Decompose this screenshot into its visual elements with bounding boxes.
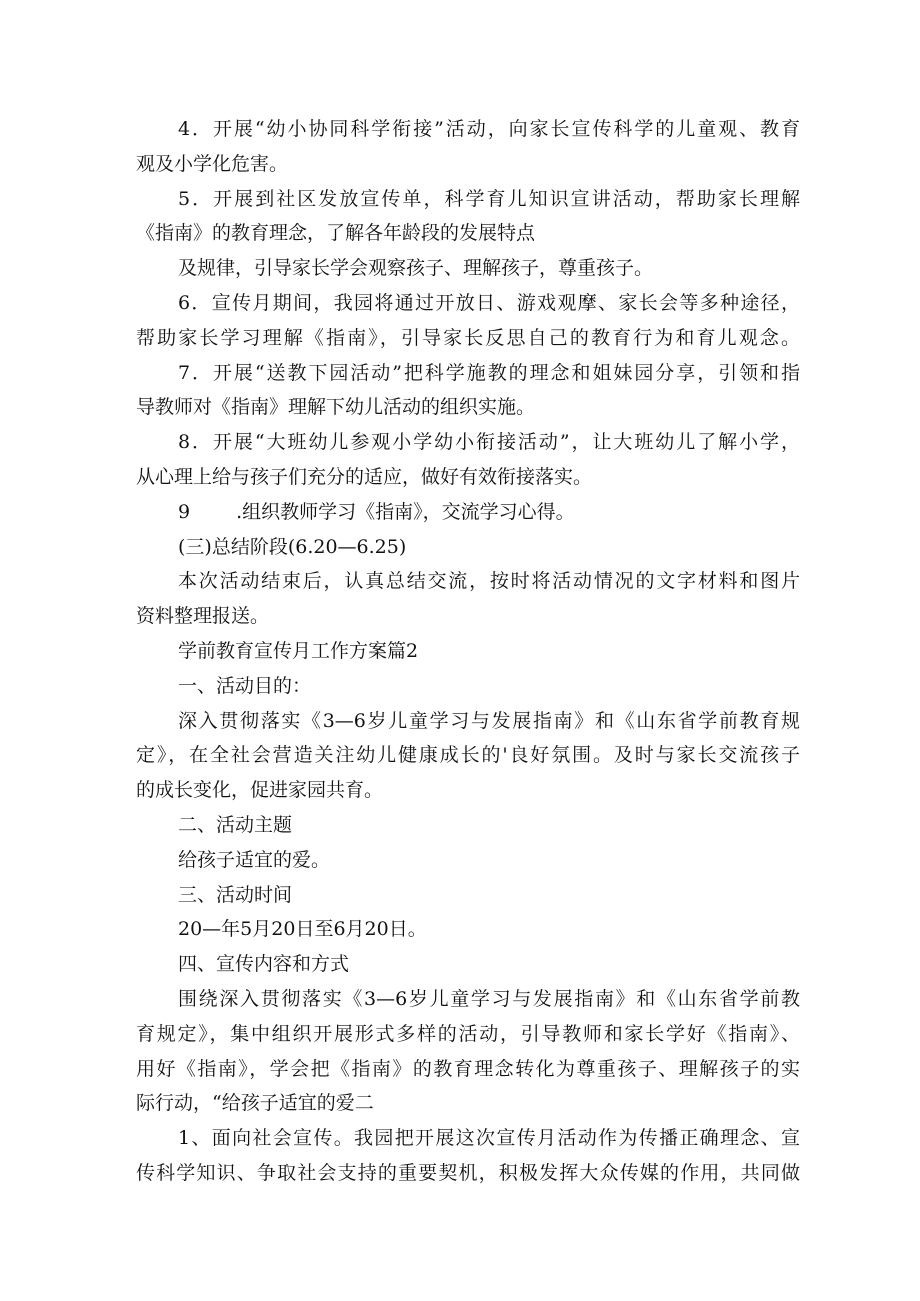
paragraph-line: 5．开展到社区发放宣传单，科学育儿知识宣讲活动，帮助家长理解: [178, 187, 800, 210]
paragraph-line: 本次活动结束后，认真总结交流，按时将活动情况的文字材料和图片: [178, 570, 800, 593]
paragraph-line: 定》，在全社会营造关注幼儿健康成长的'良好氛围。及时与家长交流孩子: [136, 744, 800, 767]
article-title: 学前教育宣传月工作方案篇2: [178, 639, 419, 662]
paragraph-line: 围绕深入贯彻落实《3—6岁儿童学习与发展指南》和《山东省学前教: [178, 987, 800, 1010]
section-heading: (三)总结阶段(6.20—6.25): [178, 535, 407, 558]
paragraph-line: 帮助家长学习理解《指南》，引导家长反思自己的教育行为和育儿观念。: [136, 326, 800, 349]
section-heading: 三、活动时间: [178, 883, 293, 906]
paragraph-line: 用好《指南》，学会把《指南》的教育理念转化为尊重孩子、理解孩子的实: [136, 1057, 800, 1080]
paragraph-line: 育规定》，集中组织开展形式多样的活动，引导教师和家长学好《指南》、: [136, 1022, 800, 1045]
paragraph-line: 深入贯彻落实《3—6岁儿童学习与发展指南》和《山东省学前教育规: [178, 709, 800, 732]
paragraph-line: 资料整理报送。: [136, 605, 270, 628]
paragraph-line: 4．开展“幼小协同科学衔接”活动，向家长宣传科学的儿童观、教育: [178, 118, 800, 140]
paragraph-line: 1、面向社会宣传。我园把开展这次宣传月活动作为传播正确理念、宣: [178, 1127, 800, 1150]
list-number: 9: [178, 500, 191, 523]
paragraph-line: 7．开展“送教下园活动”把科学施教的理念和姐妹园分享，引领和指: [178, 361, 800, 384]
paragraph-line: 6．宣传月期间，我园将通过开放日、游戏观摩、家长会等多种途径，: [178, 291, 800, 314]
paragraph-line: 8．开展“大班幼儿参观小学幼小衔接活动”，让大班幼儿了解小学，: [178, 431, 800, 454]
section-heading: 四、宣传内容和方式: [178, 953, 350, 976]
paragraph-line: 的成长变化，促进家园共育。: [136, 779, 384, 802]
paragraph-line: 从心理上给与孩子们充分的适应，做好有效衔接落实。: [136, 465, 593, 488]
paragraph-line: 际行动，“给孩子适宜的爱二: [136, 1092, 374, 1115]
paragraph-line: 《指南》的教育理念，了解各年龄段的发展特点: [136, 222, 536, 245]
document-body: [136, 112, 800, 1191]
paragraph-line: 观及小学化危害。: [136, 152, 289, 175]
section-heading: 二、活动主题: [178, 813, 293, 836]
paragraph-line: 给孩子适宜的爱。: [178, 848, 331, 871]
paragraph-line: 及规律，引导家长学会观察孩子、理解孩子，尊重孩子。: [178, 257, 654, 280]
section-heading: 一、活动目的：: [178, 674, 312, 697]
list-item-text: .组织教师学习《指南》，交流学习心得。: [236, 500, 575, 523]
paragraph-line: 传科学知识、争取社会支持的重要契机，积极发挥大众传媒的作用，共同做: [136, 1161, 800, 1184]
paragraph-line: 20—年5月20日至6月20日。: [178, 918, 427, 941]
paragraph-line: 导教师对《指南》理解下幼儿活动的组织实施。: [136, 396, 536, 419]
paragraph-line: [136, 495, 800, 530]
